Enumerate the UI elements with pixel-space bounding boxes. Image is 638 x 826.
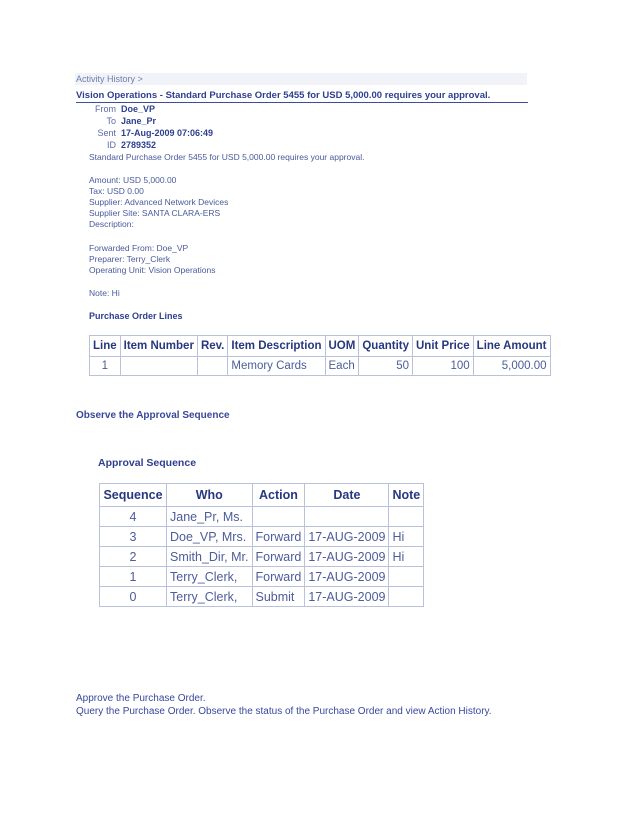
routing-operating-unit: Operating Unit: Vision Operations xyxy=(89,265,216,275)
approval-sequence-heading: Approval Sequence xyxy=(98,457,197,469)
table-cell: Each xyxy=(325,357,359,376)
detail-supplier-site: Supplier Site: SANTA CLARA-ERS xyxy=(89,208,221,218)
po-lines-table xyxy=(89,335,551,376)
table-cell: 1 xyxy=(90,357,121,376)
breadcrumb-bar xyxy=(75,73,527,85)
table-cell: Doe_VP, Mrs. xyxy=(167,527,253,547)
detail-supplier: Supplier: Advanced Network Devices xyxy=(89,197,229,207)
column-header: Item Description xyxy=(228,336,325,357)
table-row xyxy=(100,547,424,567)
column-header: Line xyxy=(90,336,121,357)
table-cell: 17-AUG-2009 xyxy=(305,567,389,587)
table-cell xyxy=(389,507,424,527)
table-cell: 0 xyxy=(100,587,167,607)
column-header: UOM xyxy=(325,336,359,357)
header-from xyxy=(80,104,155,114)
table-cell xyxy=(252,507,305,527)
table-cell: Smith_Dir, Mr. xyxy=(167,547,253,567)
header-sent xyxy=(80,128,213,138)
instruction-approve: Approve the Purchase Order. xyxy=(76,693,206,704)
header-label: Sent xyxy=(97,128,116,138)
detail-amount: Amount: USD 5,000.00 xyxy=(89,175,177,185)
column-header: Who xyxy=(167,484,253,507)
notification-title: Vision Operations - Standard Purchase Order 5455 for USD 5,000.00 requires your approval. xyxy=(76,90,528,103)
table-cell: Hi xyxy=(389,547,424,567)
po-lines-heading: Purchase Order Lines xyxy=(89,311,183,321)
table-row xyxy=(100,527,424,547)
table-cell: Forward xyxy=(252,567,305,587)
table-cell: Submit xyxy=(252,587,305,607)
column-header: Date xyxy=(305,484,389,507)
approval-sequence-table xyxy=(99,483,424,607)
table-cell: Jane_Pr, Ms. xyxy=(167,507,253,527)
table-cell: Memory Cards xyxy=(228,357,325,376)
table-cell: Terry_Clerk, xyxy=(167,587,253,607)
table-cell xyxy=(305,507,389,527)
header-value: 17-Aug-2009 07:06:49 xyxy=(121,128,214,138)
column-header: Item Number xyxy=(120,336,197,357)
table-cell: Forward xyxy=(252,527,305,547)
table-cell xyxy=(389,587,424,607)
header-value: Jane_Pr xyxy=(121,116,157,126)
routing-forwarded-from: Forwarded From: Doe_VP xyxy=(89,243,189,253)
table-cell: 100 xyxy=(412,357,473,376)
column-header: Unit Price xyxy=(412,336,473,357)
table-cell: 4 xyxy=(100,507,167,527)
table-cell: 17-AUG-2009 xyxy=(305,587,389,607)
header-label: ID xyxy=(107,140,116,150)
column-header: Note xyxy=(389,484,424,507)
instruction-query: Query the Purchase Order. Observe the status of the Purchase Order and view Action History. xyxy=(76,706,492,717)
observe-approval-heading: Observe the Approval Sequence xyxy=(76,410,230,421)
table-cell xyxy=(197,357,227,376)
table-header-row xyxy=(100,484,424,507)
table-cell: 1 xyxy=(100,567,167,587)
table-header-row xyxy=(90,336,551,357)
header-label: To xyxy=(106,116,116,126)
detail-description: Description: xyxy=(89,219,134,229)
table-cell: 17-AUG-2009 xyxy=(305,527,389,547)
header-id xyxy=(80,140,156,150)
breadcrumb[interactable]: Activity History > xyxy=(76,74,143,84)
table-cell: Terry_Clerk, xyxy=(167,567,253,587)
table-row xyxy=(90,357,551,376)
note-text: Note: Hi xyxy=(89,288,120,298)
table-cell: 17-AUG-2009 xyxy=(305,547,389,567)
column-header: Rev. xyxy=(197,336,227,357)
table-row xyxy=(100,587,424,607)
table-cell: 50 xyxy=(359,357,413,376)
column-header: Action xyxy=(252,484,305,507)
detail-tax: Tax: USD 0.00 xyxy=(89,186,144,196)
routing-preparer: Preparer: Terry_Clerk xyxy=(89,254,171,264)
summary-text: Standard Purchase Order 5455 for USD 5,000.00 requires your approval. xyxy=(89,152,365,162)
header-label: From xyxy=(95,104,116,114)
table-cell: 3 xyxy=(100,527,167,547)
table-cell xyxy=(120,357,197,376)
table-cell: Hi xyxy=(389,527,424,547)
column-header: Quantity xyxy=(359,336,413,357)
table-cell: 5,000.00 xyxy=(473,357,550,376)
column-header: Sequence xyxy=(100,484,167,507)
header-to xyxy=(80,116,156,126)
table-cell: Forward xyxy=(252,547,305,567)
table-cell xyxy=(389,567,424,587)
column-header: Line Amount xyxy=(473,336,550,357)
header-value: 2789352 xyxy=(121,140,157,150)
table-cell: 2 xyxy=(100,547,167,567)
table-row xyxy=(100,567,424,587)
table-row xyxy=(100,507,424,527)
header-value: Doe_VP xyxy=(121,104,156,114)
